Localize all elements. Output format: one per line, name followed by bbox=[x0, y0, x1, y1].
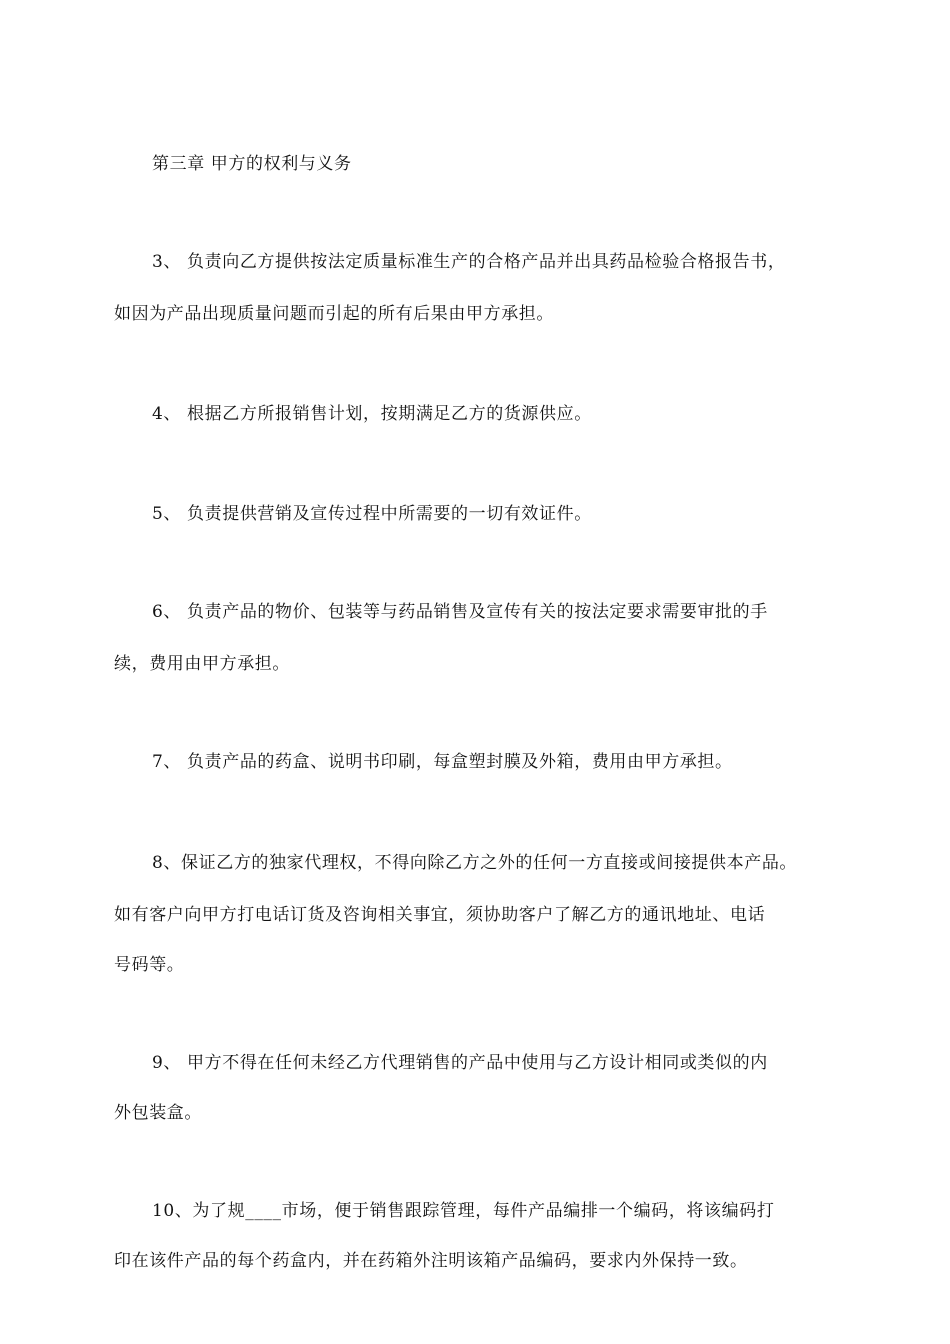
clause-10-line-1: 10、为了规____市场，便于销售跟踪管理，每件产品编排一个编码，将该编码打 bbox=[152, 1201, 775, 1221]
clause-4-line-1: 4、 根据乙方所报销售计划，按期满足乙方的货源供应。 bbox=[152, 404, 592, 424]
clause-9-line-2: 外包装盒。 bbox=[114, 1103, 202, 1123]
chapter-title: 第三章 甲方的权利与义务 bbox=[152, 154, 352, 174]
clause-5-line-1: 5、 负责提供营销及宣传过程中所需要的一切有效证件。 bbox=[152, 504, 592, 524]
clause-8-line-2: 如有客户向甲方打电话订货及咨询相关事宜，须协助客户了解乙方的通讯地址、电话 bbox=[114, 905, 766, 925]
clause-8-line-3: 号码等。 bbox=[114, 955, 185, 975]
clause-3-line-1: 3、 负责向乙方提供按法定质量标准生产的合格产品并出具药品检验合格报告书， bbox=[152, 252, 786, 272]
clause-10-line-2: 印在该件产品的每个药盒内，并在药箱外注明该箱产品编码，要求内外保持一致。 bbox=[114, 1251, 748, 1271]
clause-6-line-2: 续，费用由甲方承担。 bbox=[114, 654, 290, 674]
clause-8-line-1: 8、保证乙方的独家代理权，不得向除乙方之外的任何一方直接或间接提供本产品。 bbox=[152, 853, 798, 873]
clause-6-line-1: 6、 负责产品的物价、包装等与药品销售及宣传有关的按法定要求需要审批的手 bbox=[152, 602, 768, 622]
clause-3-line-2: 如因为产品出现质量问题而引起的所有后果由甲方承担。 bbox=[114, 304, 554, 324]
clause-9-line-1: 9、 甲方不得在任何未经乙方代理销售的产品中使用与乙方设计相同或类似的内 bbox=[152, 1053, 768, 1073]
clause-7-line-1: 7、 负责产品的药盒、说明书印刷，每盒塑封膜及外箱，费用由甲方承担。 bbox=[152, 752, 733, 772]
